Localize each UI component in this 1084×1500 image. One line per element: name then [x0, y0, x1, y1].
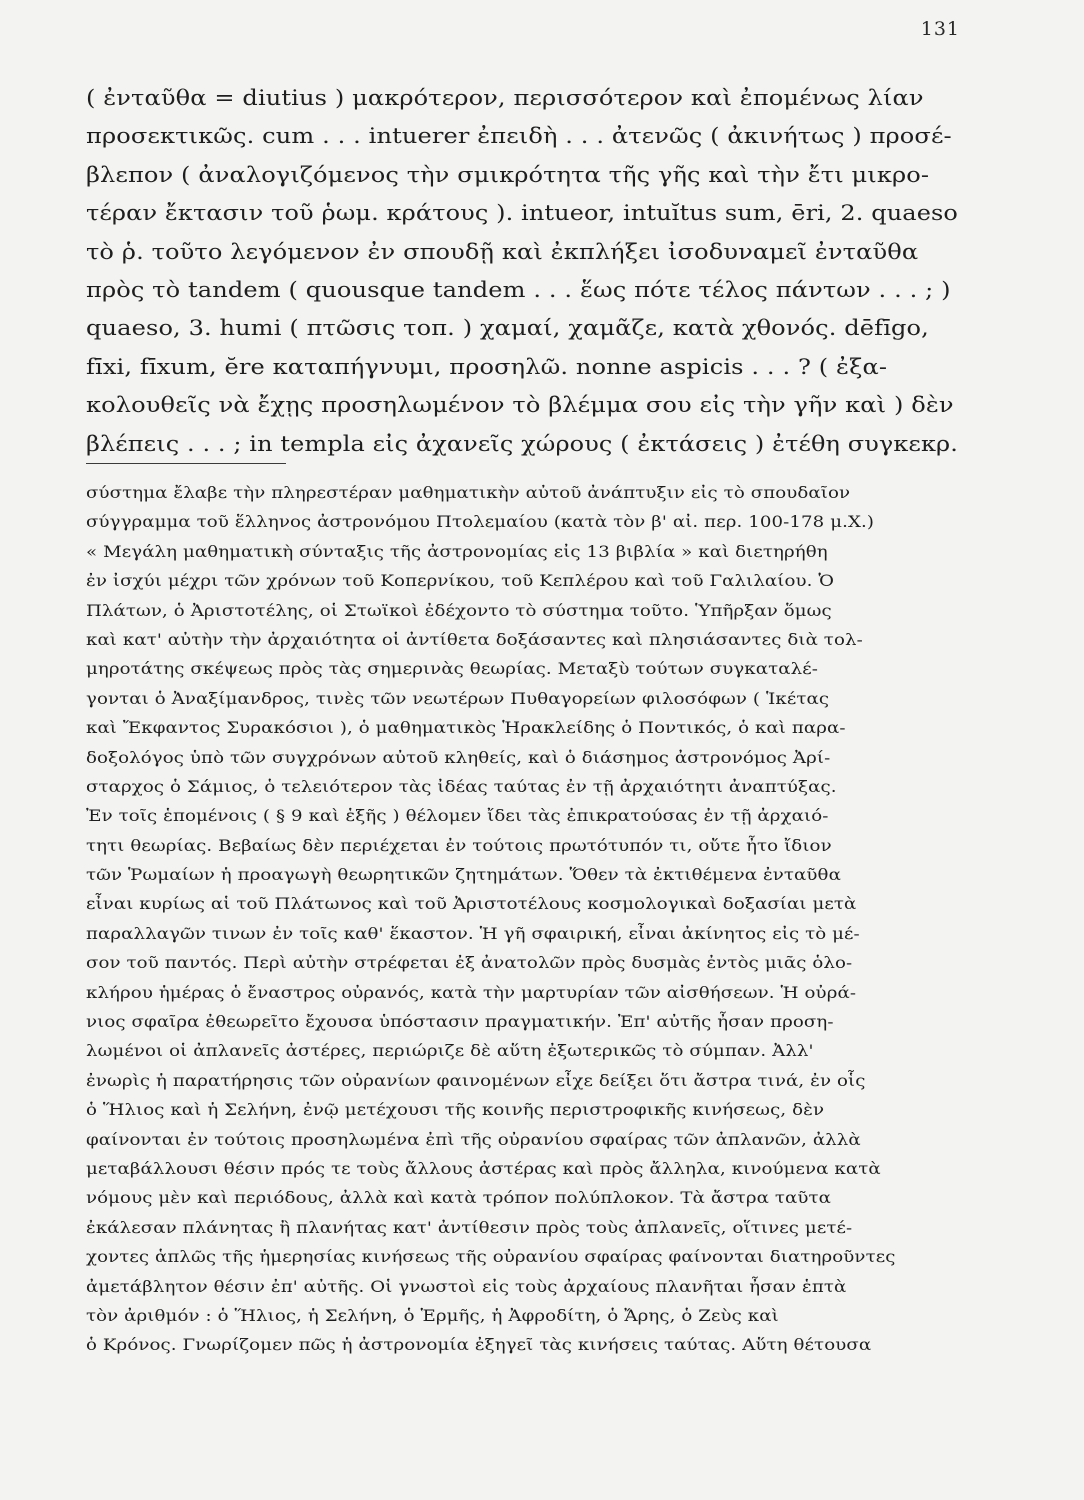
main-text-line: βλέπεις . . . ; in templa εἰς ἀχανεῖς χώρους ( ἐκτάσεις ) ἐτέθη συγκεκρ.	[86, 431, 958, 457]
footnote-line: ὁ Ἥλιος καὶ ἡ Σελήνη, ἐνῷ μετέχουσι τῆς κοινῆς περιστροφικῆς κινήσεως, δὲν	[86, 1100, 825, 1120]
footnote-line: ἀμετάβλητον θέσιν ἐπ' αὐτῆς. Οἱ γνωστοὶ εἰς τοὺς ἀρχαίους πλανῆται ἦσαν ἑπτὰ	[86, 1276, 847, 1296]
footnote-line: ἐκάλεσαν πλάνητας ἢ πλανήτας κατ' ἀντίθεσιν πρὸς τοὺς ἀπλανεῖς, οἵτινες μετέ-	[86, 1217, 853, 1237]
footnote-line: Ἐν τοῖς ἑπομένοις ( § 9 καὶ ἑξῆς ) θέλομεν ἴδει τὰς ἐπικρατούσας ἐν τῇ ἀρχαιό-	[86, 806, 829, 826]
footnote-line: « Μεγάλη μαθηματικὴ σύνταξις τῆς ἀστρονομίας εἰς 13 βιβλία » καὶ διετηρήθη	[86, 541, 828, 561]
main-text-line: τὸ ῥ. τοῦτο λεγόμενον ἐν σπουδῇ καὶ ἐκπλήξει ἰσοδυναμεῖ ἐνταῦθα	[86, 239, 919, 265]
footnote-line: καὶ κατ' αὐτὴν τὴν ἀρχαιότητα οἱ ἀντίθετα δοξάσαντες καὶ πλησιάσαντες διὰ τολ-	[86, 629, 863, 649]
footnote-line: ἐνωρὶς ἡ παρατήρησις τῶν οὐρανίων φαινομένων εἶχε δείξει ὅτι ἄστρα τινά, ἐν οἷς	[86, 1070, 866, 1090]
footnote-line: νόμους μὲν καὶ περιόδους, ἀλλὰ καὶ κατὰ τρόπον πολύπλοκον. Τὰ ἄστρα ταῦτα	[86, 1188, 831, 1208]
page-number: 131	[920, 18, 960, 40]
main-text-line: ( ἐνταῦθα = diutius ) μακρότερον, περισσότερον καὶ ἐπομένως λίαν	[86, 86, 924, 111]
footnote-line: λωμένοι οἱ ἀπλανεῖς ἀστέρες, περιώριζε δὲ αὕτη ἐξωτερικῶς τὸ σύμπαν. Ἀλλ'	[86, 1041, 814, 1061]
main-text-line: fīxi, fīxum, ĕre καταπήγνυμι, προσηλῶ. nonne aspicis . . . ? ( ἐξα-	[86, 354, 888, 380]
footnote-line: τὸν ἀριθμόν : ὁ Ἥλιος, ἡ Σελήνη, ὁ Ἑρμῆς, ἡ Ἀφροδίτη, ὁ Ἄρης, ὁ Ζεὺς καὶ	[86, 1305, 779, 1325]
main-text-line: κολουθεῖς νὰ ἔχῃς προσηλωμένον τὸ βλέμμα σου εἰς τὴν γῆν καὶ ) δὲν	[86, 393, 954, 419]
main-text-line: πρὸς τὸ tandem ( quousque tandem . . . ἕως πότε τέλος πάντων . . . ; )	[86, 277, 951, 303]
footnote-line: καὶ Ἔκφαντος Συρακόσιοι ), ὁ μαθηματικὸς Ἡρακλείδης ὁ Ποντικός, ὁ καὶ παρα-	[86, 718, 846, 738]
footnote-line: σον τοῦ παντός. Περὶ αὐτὴν στρέφεται ἐξ ἀνατολῶν πρὸς δυσμὰς ἐντὸς μιᾶς ὁλο-	[86, 953, 853, 973]
footnote-line: παραλλαγῶν τινων ἐν τοῖς καθ' ἕκαστον. Ἡ γῆ σφαιρική, εἶναι ἀκίνητος εἰς τὸ μέ-	[86, 923, 860, 943]
footnote-line: μεταβάλλουσι θέσιν πρός τε τοὺς ἄλλους ἀστέρας καὶ πρὸς ἄλληλα, κινούμενα κατὰ	[86, 1158, 881, 1178]
footnote-separator-rule	[86, 463, 286, 464]
main-text-line: quaeso, 3. humi ( πτῶσις τοπ. ) χαμαί, χαμᾶζε, κατὰ χθονός. dēfīgo,	[86, 316, 929, 342]
footnote-line: τῶν Ῥωμαίων ἡ προαγωγὴ θεωρητικῶν ζητημάτων. Ὅθεν τὰ ἐκτιθέμενα ἐνταῦθα	[86, 865, 841, 885]
footnote-line: ὁ Κρόνος. Γνωρίζομεν πῶς ἡ ἀστρονομία ἐξηγεῖ τὰς κινήσεις ταύτας. Αὕτη θέτουσα	[86, 1335, 872, 1355]
footnote-line: εἶναι κυρίως αἱ τοῦ Πλάτωνος καὶ τοῦ Ἀριστοτέλους κοσμολογικαὶ δοξασίαι μετὰ	[86, 894, 857, 914]
footnote-line: δοξολόγος ὑπὸ τῶν συγχρόνων αὐτοῦ κληθείς, καὶ ὁ διάσημος ἀστρονόμος Ἀρί-	[86, 747, 831, 767]
footnote-line: σύγγραμμα τοῦ ἕλληνος ἀστρονόμου Πτολεμαίου (κατὰ τὸν β' αἰ. περ. 100-178 μ.Χ.)	[86, 512, 875, 532]
footnote-line: ἐν ἰσχύι μέχρι τῶν χρόνων τοῦ Κοπερνίκου, τοῦ Κεπλέρου καὶ τοῦ Γαλιλαίου. Ὁ	[86, 571, 835, 591]
footnote-line: γονται ὁ Ἀναξίμανδρος, τινὲς τῶν νεωτέρων Πυθαγορείων φιλοσόφων ( Ἱκέτας	[86, 688, 830, 708]
footnote-line: νιος σφαῖρα ἐθεωρεῖτο ἔχουσα ὑπόστασιν πραγματικήν. Ἐπ' αὐτῆς ἦσαν προση-	[86, 1012, 834, 1032]
footnote-line: σταρχος ὁ Σάμιος, ὁ τελειότερον τὰς ἰδέας ταύτας ἐν τῇ ἀρχαιότητι ἀναπτύξας.	[86, 776, 837, 796]
main-text-line: βλεπον ( ἀναλογιζόμενος τὴν σμικρότητα τῆς γῆς καὶ τὴν ἔτι μικρο-	[86, 162, 930, 188]
footnote-line: μηροτάτης σκέψεως πρὸς τὰς σημερινὰς θεωρίας. Μεταξὺ τούτων συγκαταλέ-	[86, 659, 818, 679]
footnote-line: τητι θεωρίας. Βεβαίως δὲν περιέχεται ἐν τούτοις πρωτότυπόν τι, οὔτε ἦτο ἴδιον	[86, 835, 832, 855]
footnote-line: Πλάτων, ὁ Ἀριστοτέλης, οἱ Στωϊκοὶ ἐδέχοντο τὸ σύστημα τοῦτο. Ὑπῆρξαν ὅμως	[86, 600, 832, 620]
footnote-line: φαίνονται ἐν τούτοις προσηλωμένα ἐπὶ τῆς οὐρανίου σφαίρας τῶν ἀπλανῶν, ἀλλὰ	[86, 1129, 861, 1149]
footnote-line: κλήρου ἡμέρας ὁ ἔναστρος οὐρανός, κατὰ τὴν μαρτυρίαν τῶν αἰσθήσεων. Ἡ οὐρά-	[86, 982, 857, 1002]
main-text-line: τέραν ἔκτασιν τοῦ ῥωμ. κράτους ). intueor, intuĭtus sum, ēri, 2. quaeso	[86, 201, 958, 227]
footnote-line: χοντες ἁπλῶς τῆς ἡμερησίας κινήσεως τῆς οὐρανίου σφαίρας φαίνονται διατηροῦντες	[86, 1247, 896, 1267]
footnote-line: σύστημα ἔλαβε τὴν πληρεστέραν μαθηματικὴν αὐτοῦ ἀνάπτυξιν εἰς τὸ σπουδαῖον	[86, 483, 851, 502]
main-text-block	[86, 80, 966, 464]
footnote-block	[86, 478, 966, 1360]
main-text-line: προσεκτικῶς. cum . . . intuerer ἐπειδὴ . . . ἀτενῶς ( ἀκινήτως ) προσέ-	[86, 124, 952, 150]
